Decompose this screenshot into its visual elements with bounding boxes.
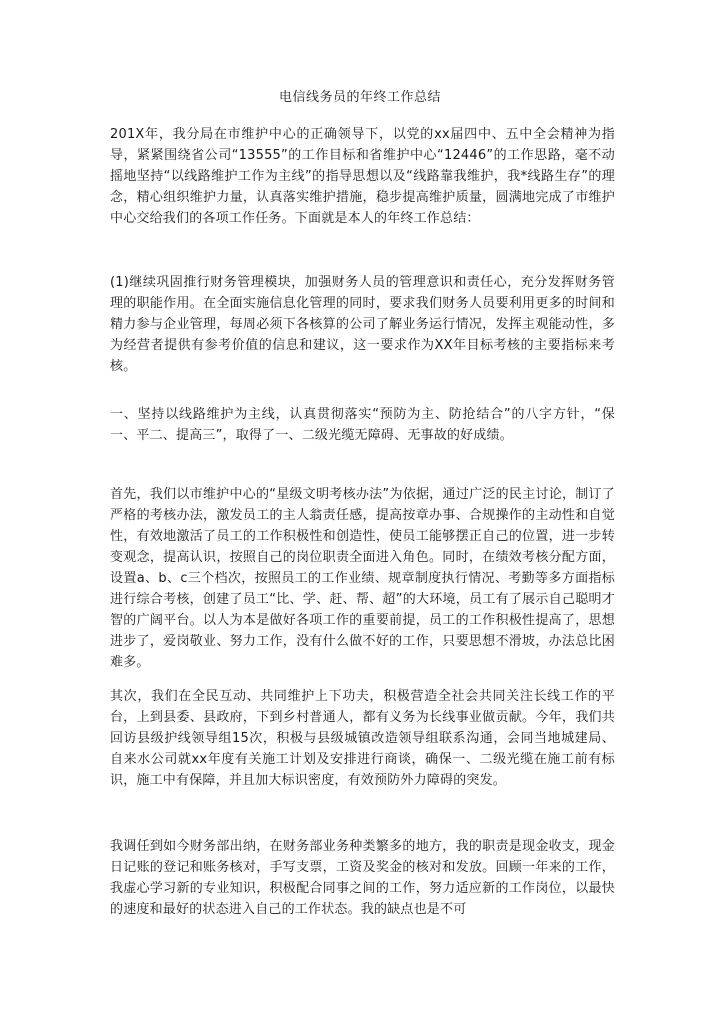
paragraph-section-one: 一、坚持以线路维护为主线，认真贯彻落实“预防为主、防抢结合”的八字方针，“保一、平二、提高三”，取得了一、二级光缆无障碍、无事故的好成绩。: [110, 407, 615, 443]
paragraph-cashier: 我调任到如今财务部出纳，在财务部业务种类繁多的地方，我的职责是现金收支，现金日记账的登记和账务核对，手写支票，工资及奖金的核对和发放。回顾一年来的工作，我虚心学习新的专业知识，积极配合同事之间的工作，努力适应新的工作岗位，以最快的速度和最好的状态进入自己的工作状态。我的缺点也是不可: [110, 839, 615, 917]
paragraph-second: 其次，我们在全民互动、共同维护上下功夫，积极营造全社会共同关注长线工作的平台，上到县委、县政府，下到乡村普通人，都有义务为长线事业做贡献。今年，我们共回访县级护线领导组15次，积极与县级城镇改造领导组联系沟通，会同当地城建局、自来水公司就xx年度有关施工计划及安排进行商谈，确保一、二级光缆在施工前有标识，施工中有保障，并且加大标识密度，有效预防外力障碍的突发。: [110, 689, 615, 788]
paragraph-first: 首先，我们以市维护中心的“星级文明考核办法”为依据，通过广泛的民主讨论，制订了严格的考核办法，激发员工的主人翁责任感，提高按章办事、合规操作的主动性和自觉性，有效地激活了员工的工作积极性和创造性，使员工能够摆正自己的位置，进一步转变观念，提高认识，按照自己的岗位职责全面进入角色。同时，在绩效考核分配方面，设置a、b、c三个档次，按照员工的工作业绩、规章制度执行情况、考勤等多方面指标进行综合考核，创建了员工“比、学、赶、帮、超”的大环境，员工有了展示自己聪明才智的广阔平台。以人为本是做好各项工作的重要前提，员工的工作积极性提高了，思想进步了，爱岗敬业、努力工作，没有什么做不好的工作，只要思想不滑坡，办法总比困难多。: [110, 487, 615, 670]
paragraph-intro: 201X年，我分局在市维护中心的正确领导下，以党的xx届四中、五中全会精神为指导，紧紧围绕省公司“13555”的工作目标和省维护中心“12446”的工作思路，毫不动摇地坚持“以线路维护工作为主线”的指导思想以及“线路靠我维护，我*线路生存”的理念，精心组织维护力量，认真落实维护措施，稳步提高维护质量，圆满地完成了市维护中心交给我们的各项工作任务。下面就是本人的年终工作总结：: [110, 127, 615, 226]
document-title: 电信线务员的年终工作总结: [278, 90, 441, 105]
paragraph-finance-module: (1)继续巩固推行财务管理模块，加强财务人员的管理意识和责任心，充分发挥财务管理的职能作用。在全面实施信息化管理的同时，要求我们财务人员要利用更多的时间和精力参与企业管理，每周必须下各核算的公司了解业务运行情况，发挥主观能动性，多为经营者提供有参考价值的信息和建议，这一要求作为XX年目标考核的主要指标来考核。: [110, 275, 615, 374]
